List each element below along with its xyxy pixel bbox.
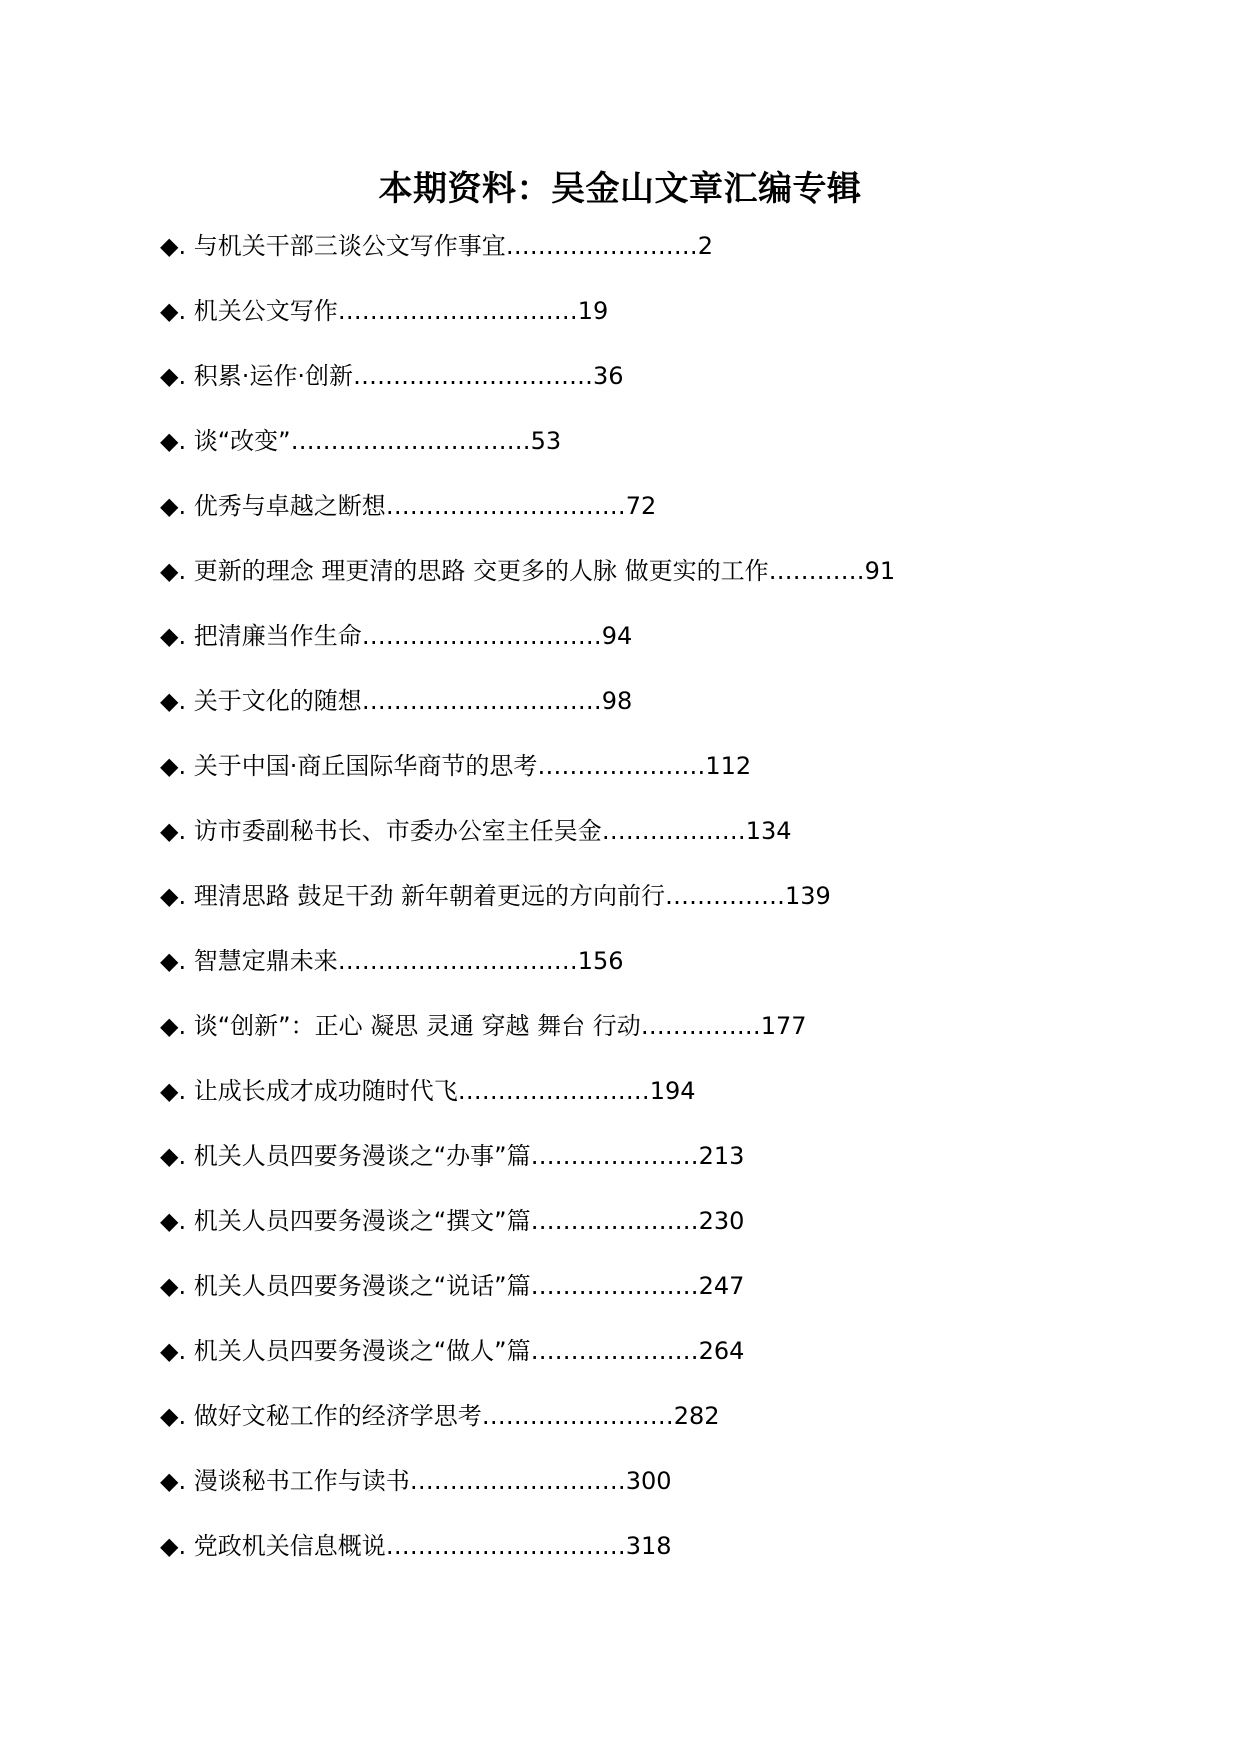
- toc-entry: [160, 1006, 895, 1071]
- toc-entry-title: 做好文秘工作的经济学思考: [193, 1402, 482, 1430]
- diamond-bullet-icon: ◆.: [160, 817, 187, 845]
- toc-page-number: 19: [577, 297, 609, 325]
- toc-dot-leader: …………………: [530, 1337, 699, 1365]
- toc-entry: [160, 616, 895, 681]
- toc-entry-title: 让成长成才成功随时代飞: [193, 1077, 458, 1105]
- toc-entry: [160, 1071, 895, 1136]
- toc-entry-title: 谈“改变”: [193, 427, 291, 455]
- toc-page-number: 98: [601, 687, 633, 715]
- toc-page-number: 177: [760, 1012, 807, 1040]
- toc-page-number: 194: [649, 1077, 696, 1105]
- toc-page-number: 72: [625, 492, 657, 520]
- toc-dot-leader: …………………………: [337, 297, 578, 325]
- toc-dot-leader: …………………………: [290, 427, 531, 455]
- toc-entry-title: 把清廉当作生命: [193, 622, 362, 650]
- diamond-bullet-icon: ◆.: [160, 947, 187, 975]
- diamond-bullet-icon: ◆.: [160, 1532, 187, 1560]
- toc-page-number: 318: [625, 1532, 672, 1560]
- toc-page-number: 264: [698, 1337, 745, 1365]
- diamond-bullet-icon: ◆.: [160, 752, 187, 780]
- toc-entry: [160, 1396, 895, 1461]
- diamond-bullet-icon: ◆.: [160, 1402, 187, 1430]
- toc-entry-title: 访市委副秘书长、市委办公室主任吴金: [193, 817, 602, 845]
- toc-page-number: 36: [593, 362, 624, 390]
- toc-page-number: 139: [785, 882, 831, 910]
- toc-dot-leader: …………………………: [337, 947, 578, 975]
- table-of-contents: [160, 226, 895, 1591]
- toc-entry: [160, 1461, 895, 1526]
- toc-entry-title: 更新的理念 理更清的思路 交更多的人脉 做更实的工作: [193, 557, 769, 585]
- toc-entry-title: 机关人员四要务漫谈之“办事”篇: [193, 1142, 531, 1170]
- toc-entry-title: 机关人员四要务漫谈之“撰文”篇: [193, 1207, 531, 1235]
- diamond-bullet-icon: ◆.: [160, 232, 187, 260]
- toc-entry-title: 漫谈秘书工作与读书: [193, 1467, 410, 1495]
- toc-dot-leader: …………………: [530, 1272, 699, 1300]
- toc-entry: [160, 356, 895, 421]
- toc-dot-leader: …………………………: [361, 622, 602, 650]
- diamond-bullet-icon: ◆.: [160, 557, 187, 585]
- toc-dot-leader: …………………: [537, 752, 706, 780]
- toc-dot-leader: ………………………: [409, 1467, 626, 1495]
- toc-dot-leader: …………………: [530, 1207, 699, 1235]
- toc-dot-leader: ……………………: [481, 1402, 674, 1430]
- toc-page-number: 94: [601, 622, 633, 650]
- toc-entry: [160, 1331, 895, 1396]
- toc-page-number: 213: [698, 1142, 745, 1170]
- toc-entry: [160, 226, 895, 291]
- diamond-bullet-icon: ◆.: [160, 1077, 187, 1105]
- toc-entry-title: 智慧定鼎未来: [193, 947, 338, 975]
- diamond-bullet-icon: ◆.: [160, 1467, 187, 1495]
- diamond-bullet-icon: ◆.: [160, 362, 187, 390]
- diamond-bullet-icon: ◆.: [160, 1337, 187, 1365]
- diamond-bullet-icon: ◆.: [160, 1272, 187, 1300]
- toc-entry: [160, 746, 895, 811]
- toc-entry: [160, 681, 895, 746]
- toc-page-number: 230: [698, 1207, 745, 1235]
- toc-entry: [160, 1201, 895, 1266]
- toc-entry: [160, 1136, 895, 1201]
- toc-entry-title: 党政机关信息概说: [193, 1532, 386, 1560]
- diamond-bullet-icon: ◆.: [160, 427, 187, 455]
- page-title: 本期资料：吴金山文章汇编专辑: [378, 169, 862, 209]
- diamond-bullet-icon: ◆.: [160, 882, 187, 910]
- toc-entry: [160, 811, 895, 876]
- toc-page-number: 112: [705, 752, 752, 780]
- diamond-bullet-icon: ◆.: [160, 1207, 187, 1235]
- diamond-bullet-icon: ◆.: [160, 492, 187, 520]
- toc-entry: [160, 876, 895, 941]
- toc-entry-title: 谈“创新”：正心 凝思 灵通 穿越 舞台 行动: [193, 1012, 641, 1040]
- toc-entry-title: 积累·运作·创新: [193, 362, 353, 390]
- toc-dot-leader: …………………………: [385, 1532, 626, 1560]
- toc-dot-leader: ……………: [640, 1012, 761, 1040]
- diamond-bullet-icon: ◆.: [160, 687, 187, 715]
- toc-page-number: 247: [698, 1272, 745, 1300]
- toc-entry: [160, 1526, 895, 1591]
- toc-dot-leader: ……………………: [457, 1077, 650, 1105]
- toc-page-number: 53: [530, 427, 562, 455]
- toc-dot-leader: …………………………: [385, 492, 626, 520]
- toc-entry: [160, 1266, 895, 1331]
- diamond-bullet-icon: ◆.: [160, 1142, 187, 1170]
- toc-page-number: 300: [625, 1467, 672, 1495]
- toc-page-number: 91: [864, 557, 896, 585]
- toc-entry: [160, 551, 895, 616]
- diamond-bullet-icon: ◆.: [160, 622, 187, 650]
- toc-page-number: 134: [745, 817, 792, 845]
- toc-entry-title: 关于文化的随想: [193, 687, 362, 715]
- toc-page-number: 2: [697, 232, 714, 260]
- toc-entry: [160, 486, 895, 551]
- toc-entry-title: 关于中国·商丘国际华商节的思考: [193, 752, 538, 780]
- toc-page-number: 282: [673, 1402, 720, 1430]
- toc-entry-title: 与机关干部三谈公文写作事宜: [193, 232, 506, 260]
- toc-dot-leader: …………………………: [353, 362, 593, 390]
- toc-dot-leader: …………………: [530, 1142, 699, 1170]
- toc-page-number: 156: [577, 947, 624, 975]
- toc-entry-title: 优秀与卓越之断想: [193, 492, 386, 520]
- diamond-bullet-icon: ◆.: [160, 1012, 187, 1040]
- toc-entry-title: 机关人员四要务漫谈之“说话”篇: [193, 1272, 531, 1300]
- toc-entry: [160, 291, 895, 356]
- toc-entry-title: 理清思路 鼓足干劲 新年朝着更远的方向前行: [193, 882, 665, 910]
- toc-entry-title: 机关公文写作: [193, 297, 338, 325]
- toc-dot-leader: …………………………: [361, 687, 602, 715]
- toc-dot-leader: ……………………: [505, 232, 698, 260]
- toc-entry-title: 机关人员四要务漫谈之“做人”篇: [193, 1337, 531, 1365]
- toc-entry: [160, 941, 895, 1006]
- toc-dot-leader: …………: [768, 557, 865, 585]
- toc-entry: [160, 421, 895, 486]
- toc-dot-leader: ……………: [665, 882, 785, 910]
- diamond-bullet-icon: ◆.: [160, 297, 187, 325]
- toc-dot-leader: ………………: [601, 817, 746, 845]
